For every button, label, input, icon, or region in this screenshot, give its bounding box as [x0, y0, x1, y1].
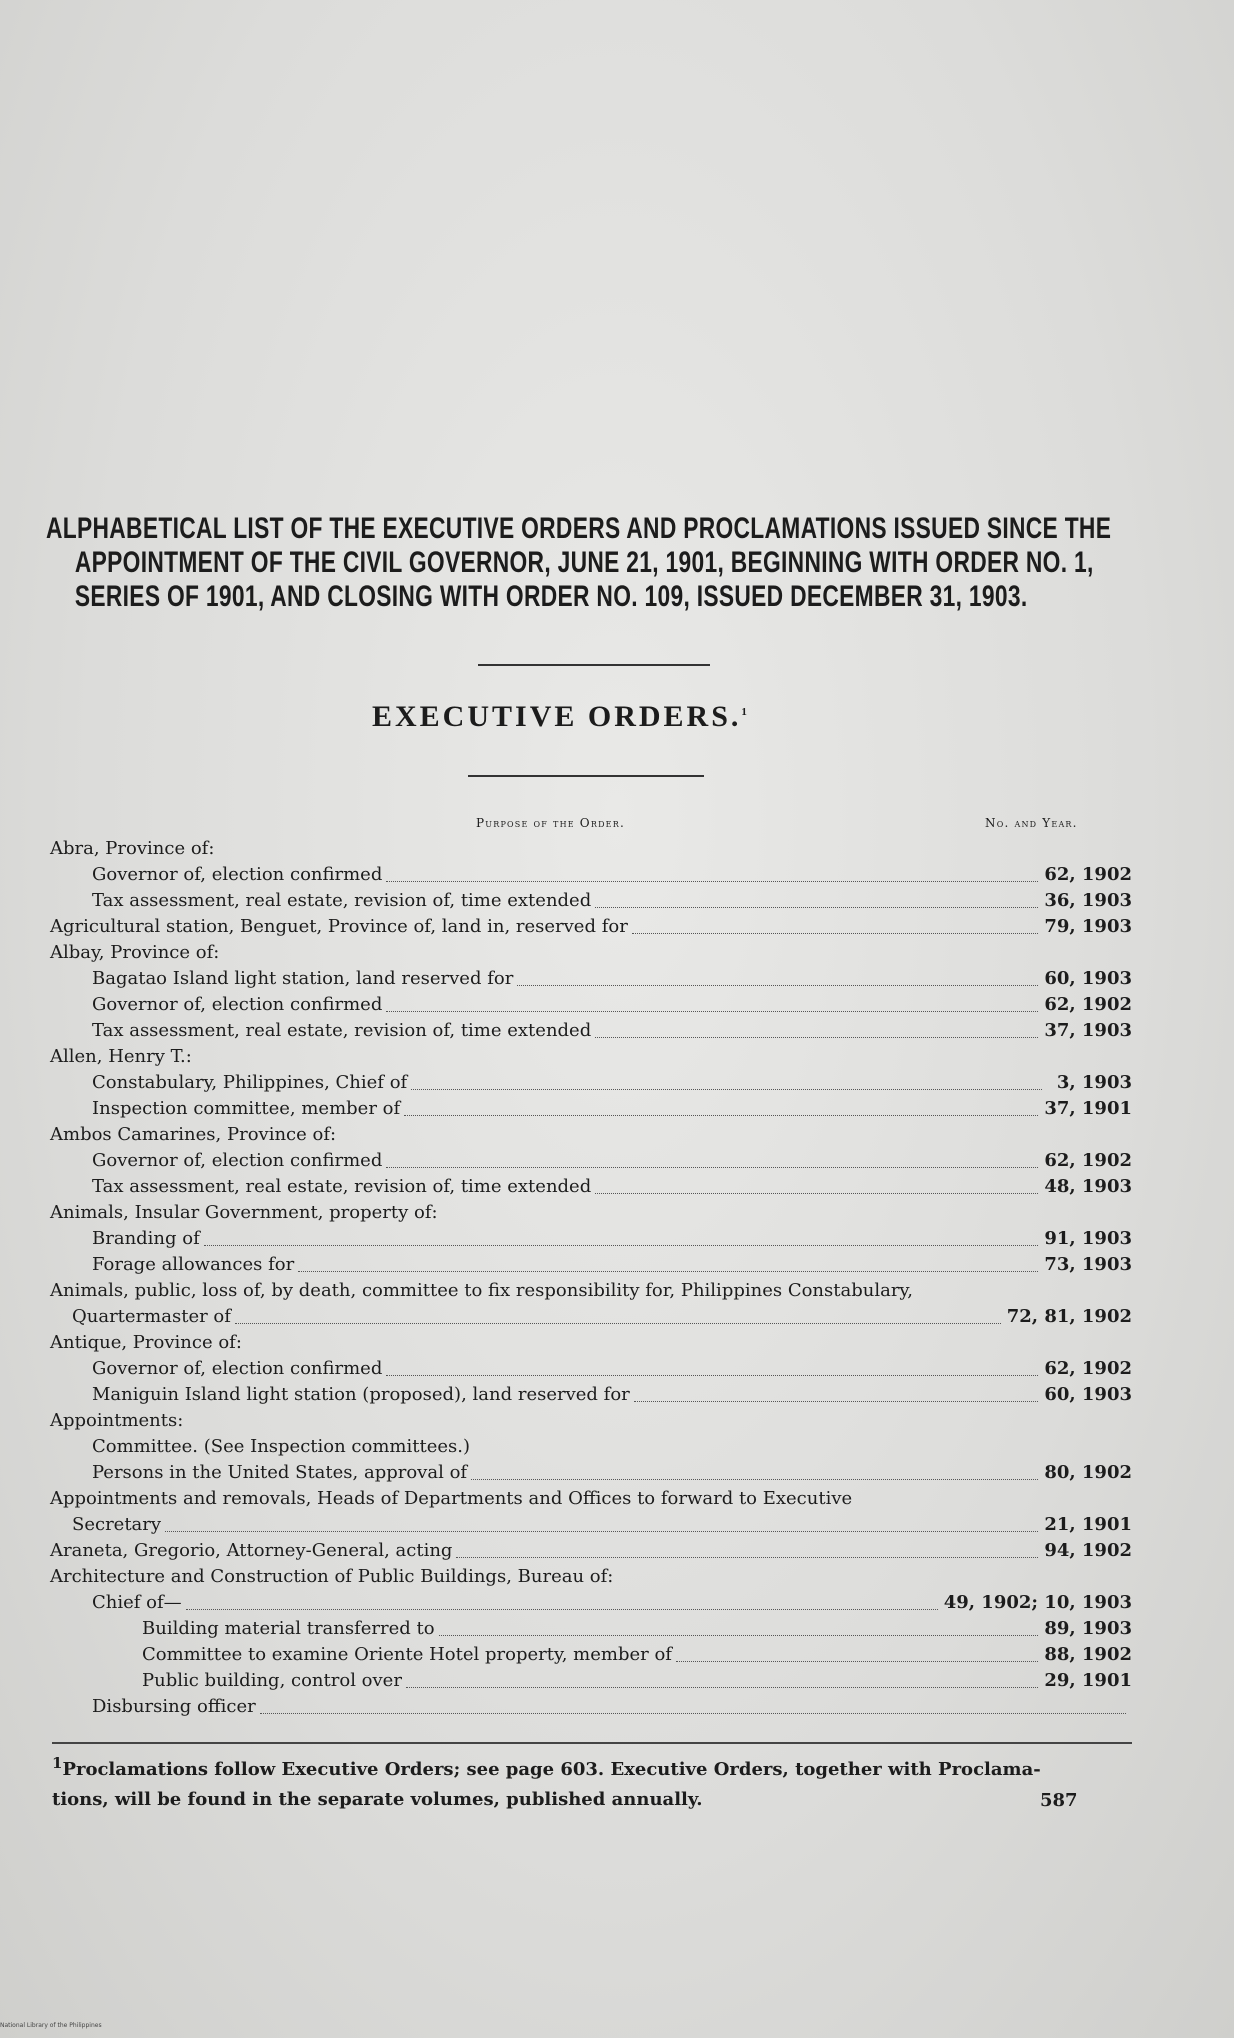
- footnote-mark: 1: [741, 706, 747, 718]
- index-entry: Persons in the United States, approval of 80, 1902: [92, 1462, 1132, 1483]
- index-entry: Antique, Province of:: [50, 1332, 242, 1353]
- page-number: 587: [1040, 1790, 1078, 1811]
- index-entry: Araneta, Gregorio, Attorney-General, acting 94, 1902: [50, 1540, 1132, 1561]
- title-line-1: ALPHABETICAL LIST OF THE EXECUTIVE ORDERS AND PROCLAMATIONS ISSUED SINCE THE: [46, 512, 1112, 545]
- divider-rule-bottom: [468, 775, 704, 777]
- index-entry: Secretary 21, 1901: [72, 1514, 1132, 1535]
- footnote-number: 1: [52, 1754, 63, 1772]
- index-entry: Appointments and removals, Heads of Departments and Offices to forward to Executive: [50, 1488, 853, 1509]
- index-entry: Chief of— 49, 1902; 10, 1903: [92, 1592, 1132, 1613]
- index-entry: Bagatao Island light station, land reserved for 60, 1903: [92, 968, 1132, 989]
- index-entry: Committee. (See Inspection committees.): [92, 1436, 470, 1457]
- index-entry: Maniguin Island light station (proposed), land reserved for 60, 1903: [92, 1384, 1132, 1405]
- index-entry: Public building, control over 29, 1901: [142, 1670, 1132, 1691]
- source-caption: National Library of the Philippines: [0, 2022, 102, 2029]
- section-title-text: EXECUTIVE ORDERS.: [372, 700, 742, 733]
- index-entry: Governor of, election confirmed 62, 1902: [92, 994, 1132, 1015]
- index-entry: Animals, public, loss of, by death, committee to fix responsibility for, Philippines Constabulary,: [50, 1280, 913, 1301]
- index-entries: [50, 836, 1132, 1720]
- index-entry: Branding of 91, 1903: [92, 1228, 1132, 1249]
- index-entry: Albay, Province of:: [50, 942, 220, 963]
- title-line-3: SERIES OF 1901, AND CLOSING WITH ORDER NO. 109, ISSUED DECEMBER 31, 1903.: [74, 580, 1028, 613]
- index-entry: Quartermaster of 72, 81, 1902: [72, 1306, 1132, 1327]
- index-entry: Architecture and Construction of Public Buildings, Bureau of:: [50, 1566, 614, 1587]
- index-entry: Inspection committee, member of 37, 1901: [92, 1098, 1132, 1119]
- section-title: [372, 700, 747, 734]
- index-entry: Disbursing officer: [50, 1694, 1132, 1720]
- index-entry: Abra, Province of:: [50, 838, 215, 859]
- divider-rule-top: [478, 664, 710, 666]
- index-entry: Tax assessment, real estate, revision of, time extended 37, 1903: [92, 1020, 1132, 1041]
- index-entry: Allen, Henry T.:: [50, 1046, 192, 1067]
- column-header-purpose: Purpose of the Order.: [476, 816, 625, 830]
- footnote-line-2: tions, will be found in the separate volumes, published annually.: [52, 1789, 703, 1810]
- index-entry: Committee to examine Oriente Hotel property, member of 88, 1902: [142, 1644, 1132, 1665]
- footnote-line-1: Proclamations follow Executive Orders; see page 603. Executive Orders, together with Proclama-: [62, 1759, 1041, 1780]
- index-entry: Appointments:: [50, 1410, 184, 1431]
- footnote: [52, 1748, 1134, 1815]
- index-entry: Governor of, election confirmed 62, 1902: [92, 1150, 1132, 1171]
- document-title: [46, 512, 1112, 614]
- index-entry: Animals, Insular Government, property of:: [50, 1202, 438, 1223]
- index-entry: Agricultural station, Benguet, Province of, land in, reserved for 79, 1903: [50, 916, 1132, 937]
- footnote-rule: [52, 1742, 1132, 1744]
- index-entry: Forage allowances for 73, 1903: [92, 1254, 1132, 1275]
- index-entry: Governor of, election confirmed 62, 1902: [92, 1358, 1132, 1379]
- index-entry: Ambos Camarines, Province of:: [50, 1124, 337, 1145]
- index-entry: Building material transferred to 89, 1903: [142, 1618, 1132, 1639]
- index-entry: Governor of, election confirmed 62, 1902: [92, 864, 1132, 885]
- index-entry: Constabulary, Philippines, Chief of 3, 1903: [92, 1072, 1132, 1093]
- index-entry: Tax assessment, real estate, revision of, time extended 48, 1903: [92, 1176, 1132, 1197]
- index-entry: Tax assessment, real estate, revision of, time extended 36, 1903: [92, 890, 1132, 911]
- title-line-2: APPOINTMENT OF THE CIVIL GOVERNOR, JUNE 21, 1901, BEGINNING WITH ORDER NO. 1,: [74, 546, 1094, 579]
- column-header-no-year: No. and Year.: [985, 816, 1078, 830]
